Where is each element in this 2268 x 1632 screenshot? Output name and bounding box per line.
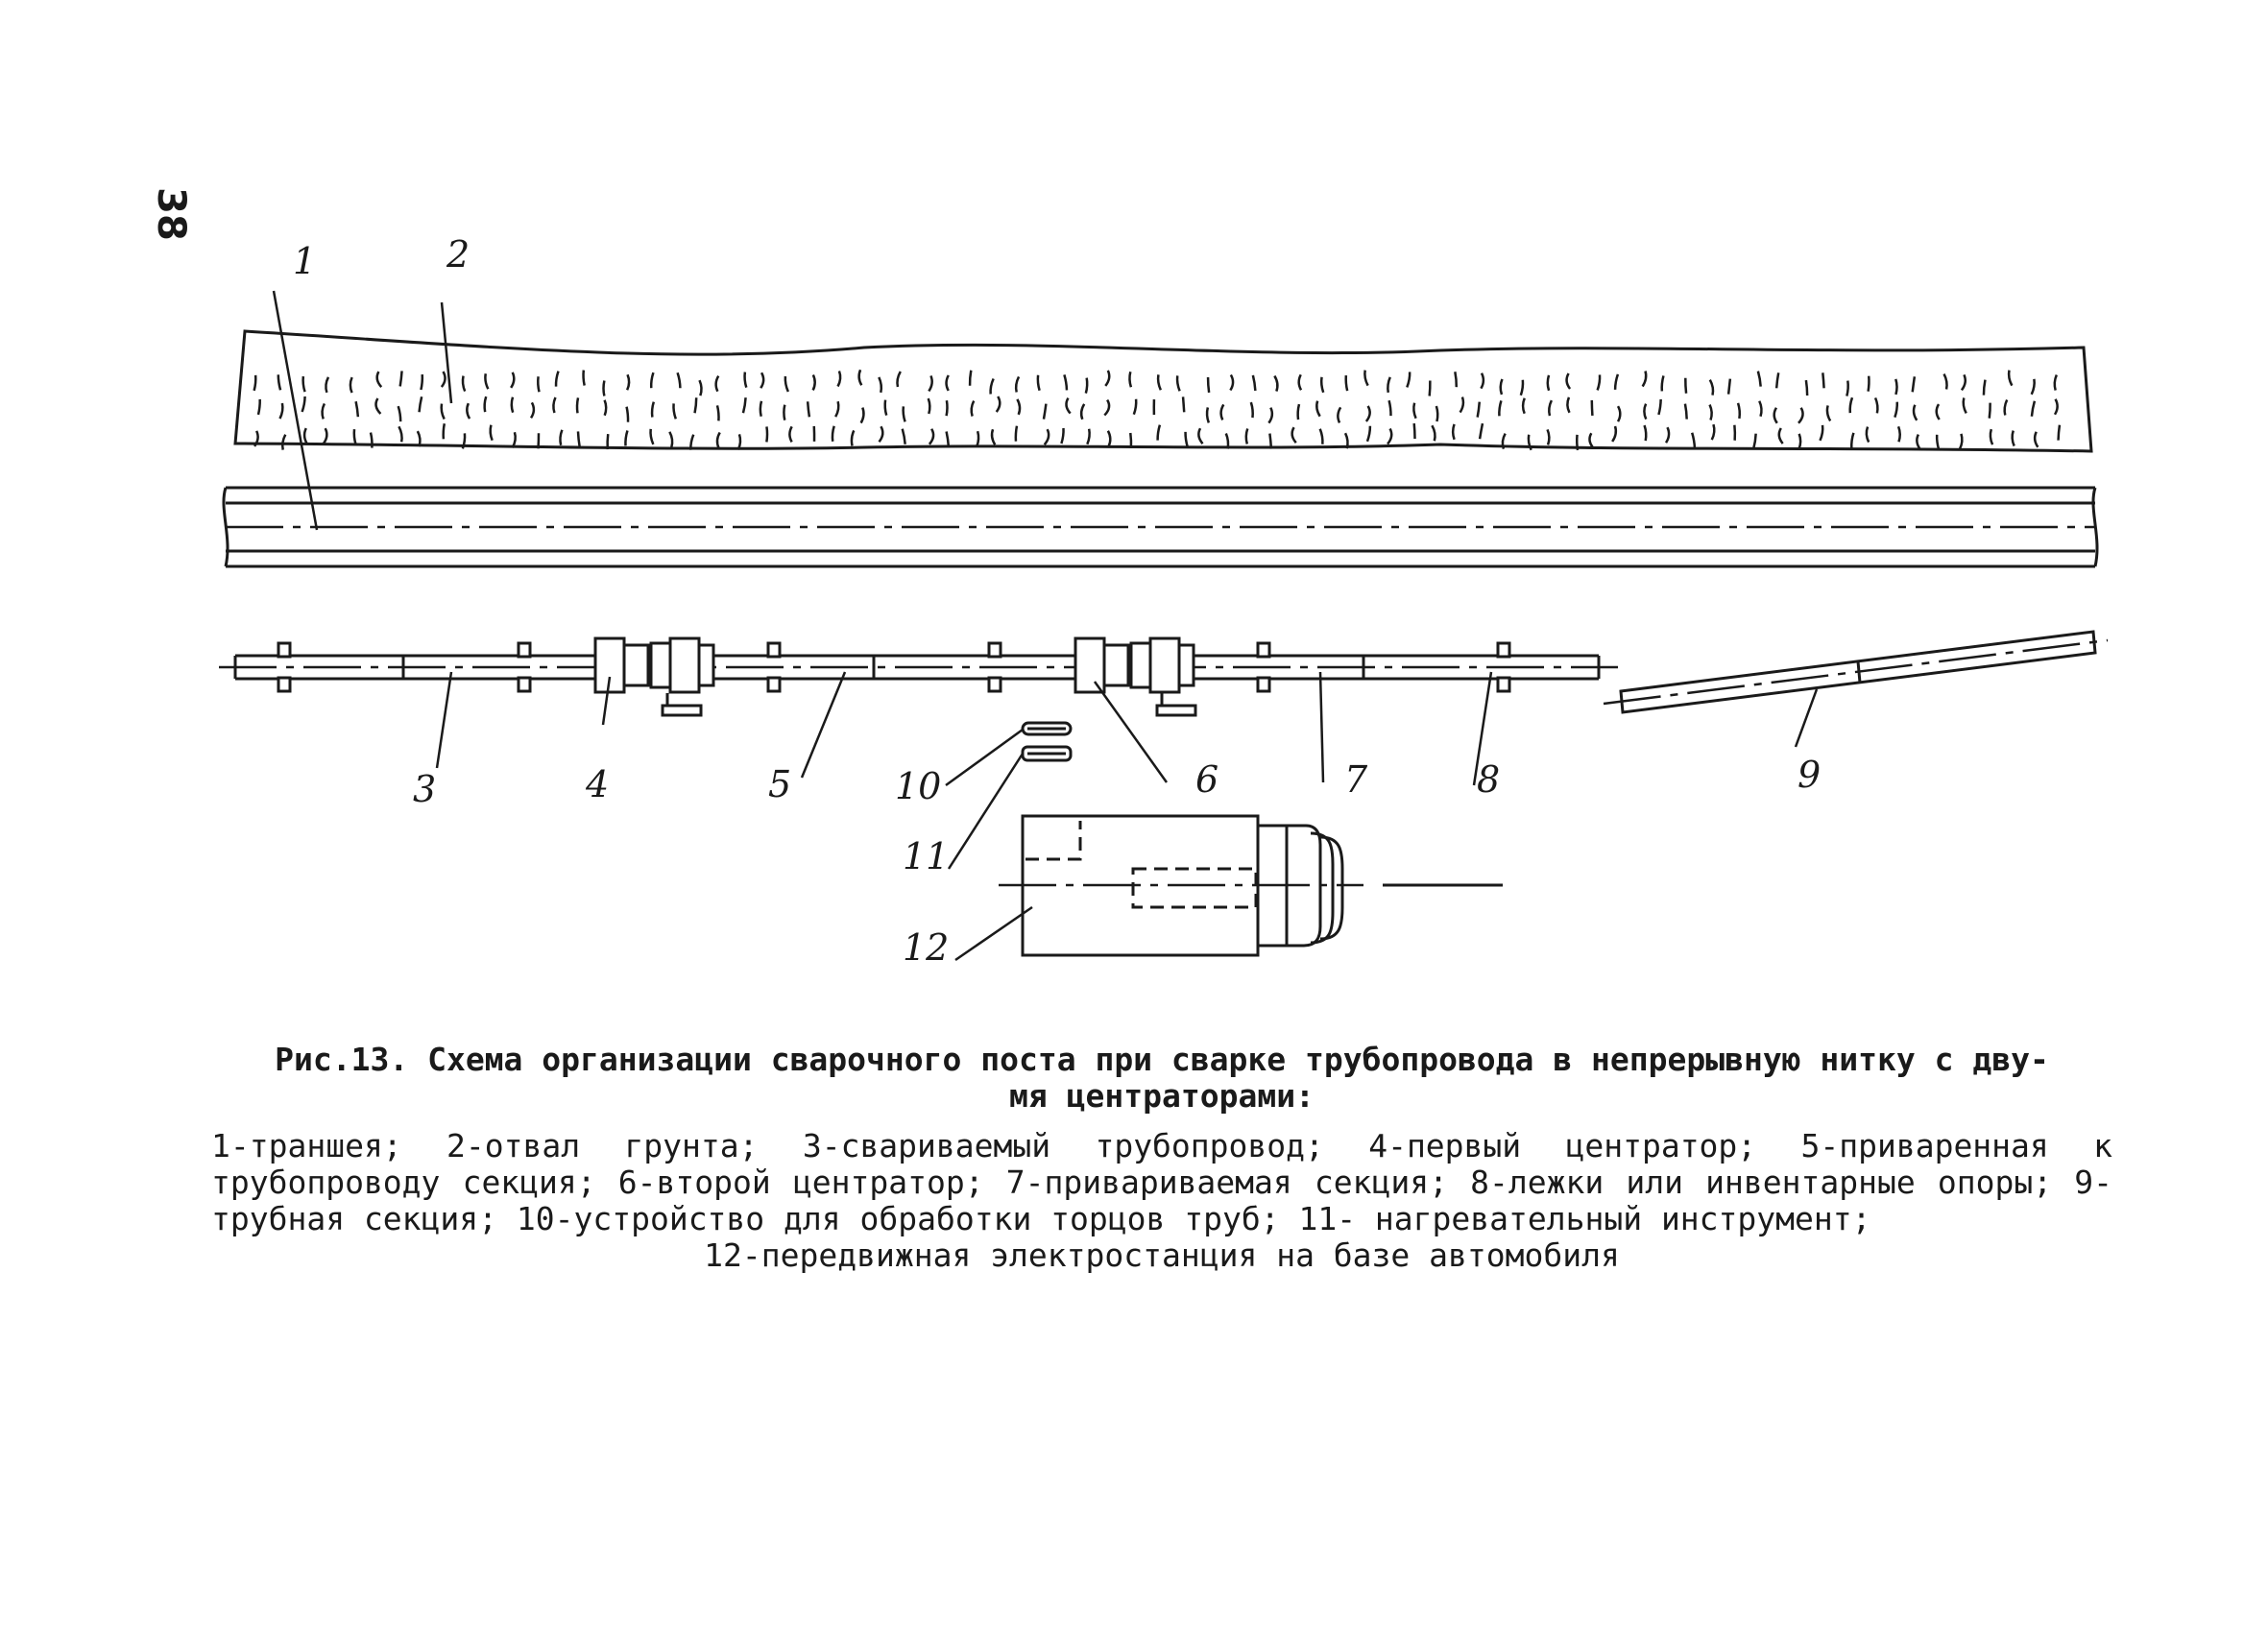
mobile-power-station xyxy=(999,816,1503,955)
heating-tool xyxy=(1023,747,1071,760)
callout-1: 1 xyxy=(293,240,317,282)
callout-10: 10 xyxy=(895,765,942,807)
second-centrator xyxy=(1075,638,1195,715)
caption-legend: 1-траншея; 2-отвал грунта; 3-свариваемый трубопровод; 4-первый центратор; 5-приваренная к трубопроводу секция; 6-второй центратор; 7-привариваемая секция; 8-лежки или инвентарные опоры; 9-трубная секция; 10-устройство для обработки торцов труб; 11- нагревательный инструмент; xyxy=(211,1127,2112,1237)
page-number: 38 xyxy=(148,187,193,241)
callout-4: 4 xyxy=(586,763,610,805)
caption-legend-last-line: 12-передвижная электростанция на базе автомобиля xyxy=(704,1236,1620,1274)
pipeline-string xyxy=(219,656,1618,679)
callout-11: 11 xyxy=(903,835,950,877)
callout-5: 5 xyxy=(768,763,792,805)
soil-spoil-heap xyxy=(235,331,2091,451)
figure-caption xyxy=(211,1042,2112,1274)
callout-3: 3 xyxy=(413,768,437,810)
callout-8: 8 xyxy=(1477,758,1501,801)
end-facing-device xyxy=(1023,723,1071,734)
callout-6: 6 xyxy=(1195,758,1219,801)
caption-title: Рис.13. Схема организации сварочного поста при сварке трубопровода в непрерывную нитку с дву- мя центраторами: xyxy=(275,1041,2049,1115)
callout-2: 2 xyxy=(446,233,470,276)
callout-12: 12 xyxy=(903,926,950,969)
callout-7: 7 xyxy=(1344,758,1368,801)
pipe-section xyxy=(1604,632,2108,712)
callout-9: 9 xyxy=(1798,754,1822,796)
trench xyxy=(224,488,2097,566)
first-centrator xyxy=(595,638,713,715)
